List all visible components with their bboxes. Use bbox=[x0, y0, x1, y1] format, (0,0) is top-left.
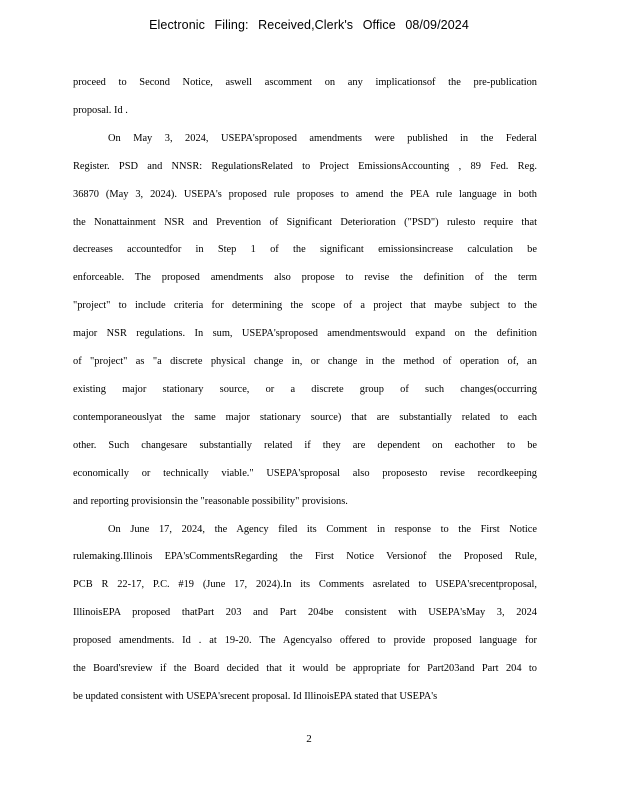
filing-header: Electronic Filing: Received,Clerk's Office 08/09/2024 bbox=[149, 18, 469, 32]
text-line: decreases accountedfor in Step 1 of the significant emissionsincrease calculation be bbox=[73, 244, 537, 256]
paragraph-p3 bbox=[73, 516, 537, 711]
text-line: IllinoisEPA proposed thatPart 203 and Part 204be consistent with USEPA'sMay 3, 2024 bbox=[73, 607, 537, 619]
text-line: PCB R 22-17, P.C. #19 (June 17, 2024).In its Comments asrelated to USEPA'srecentproposal, bbox=[73, 579, 537, 591]
text-line: proposal. Id . bbox=[73, 104, 128, 116]
text-line: of "project" as "a discrete physical change in, or change in the method of operation of, an bbox=[73, 356, 537, 368]
text-line: Register. PSD and NNSR: RegulationsRelated to Project EmissionsAccounting , 89 Fed. Reg. bbox=[73, 160, 537, 172]
text-line: the Nonattainment NSR and Prevention of Significant Deterioration ("PSD") rulesto require that bbox=[73, 216, 537, 228]
text-line: contemporaneouslyat the same major stationary source) that are substantially related to each bbox=[73, 411, 537, 423]
text-line: and reporting provisionsin the "reasonable possibility" provisions. bbox=[73, 495, 348, 507]
text-line: be updated consistent with USEPA'srecent proposal. Id IllinoisEPA stated that USEPA's bbox=[73, 690, 438, 702]
text-line: proceed to Second Notice, aswell ascomment on any implicationsof the pre-publication bbox=[73, 77, 537, 88]
page-number: 2 bbox=[306, 733, 312, 745]
text-line: "project" to include criteria for determining the scope of a project that maybe subject to the bbox=[73, 300, 537, 312]
paragraph-p2 bbox=[73, 125, 537, 516]
text-line: proposed amendments. Id . at 19-20. The Agencyalso offered to provide proposed language for bbox=[73, 635, 537, 647]
text-line: the Board'sreview if the Board decided that it would be appropriate for Part203and Part 204 to bbox=[73, 663, 537, 675]
text-line: rulemaking.Illinois EPA'sCommentsRegarding the First Notice Versionof the Proposed Rule, bbox=[73, 551, 537, 563]
text-line: 36870 (May 3, 2024). USEPA's proposed rule proposes to amend the PEA rule language in both bbox=[73, 188, 537, 200]
text-line: enforceable. The proposed amendments also propose to revise the definition of the term bbox=[73, 272, 537, 284]
text-line: On June 17, 2024, the Agency filed its Comment in response to the First Notice bbox=[108, 523, 537, 535]
text-line: major NSR regulations. In sum, USEPA'sproposed amendmentswould expand on the definition bbox=[73, 328, 537, 340]
document-body bbox=[73, 69, 537, 711]
text-line: existing major stationary source, or a discrete group of such changes(occurring bbox=[73, 383, 537, 395]
paragraph-p1 bbox=[73, 69, 537, 125]
text-line: economically or technically viable." USEPA'sproposal also proposesto revise recordkeeping bbox=[73, 467, 537, 479]
text-line: On May 3, 2024, USEPA'sproposed amendments were published in the Federal bbox=[108, 132, 537, 144]
text-line: other. Such changesare substantially related if they are dependent on eachother to be bbox=[73, 439, 537, 451]
